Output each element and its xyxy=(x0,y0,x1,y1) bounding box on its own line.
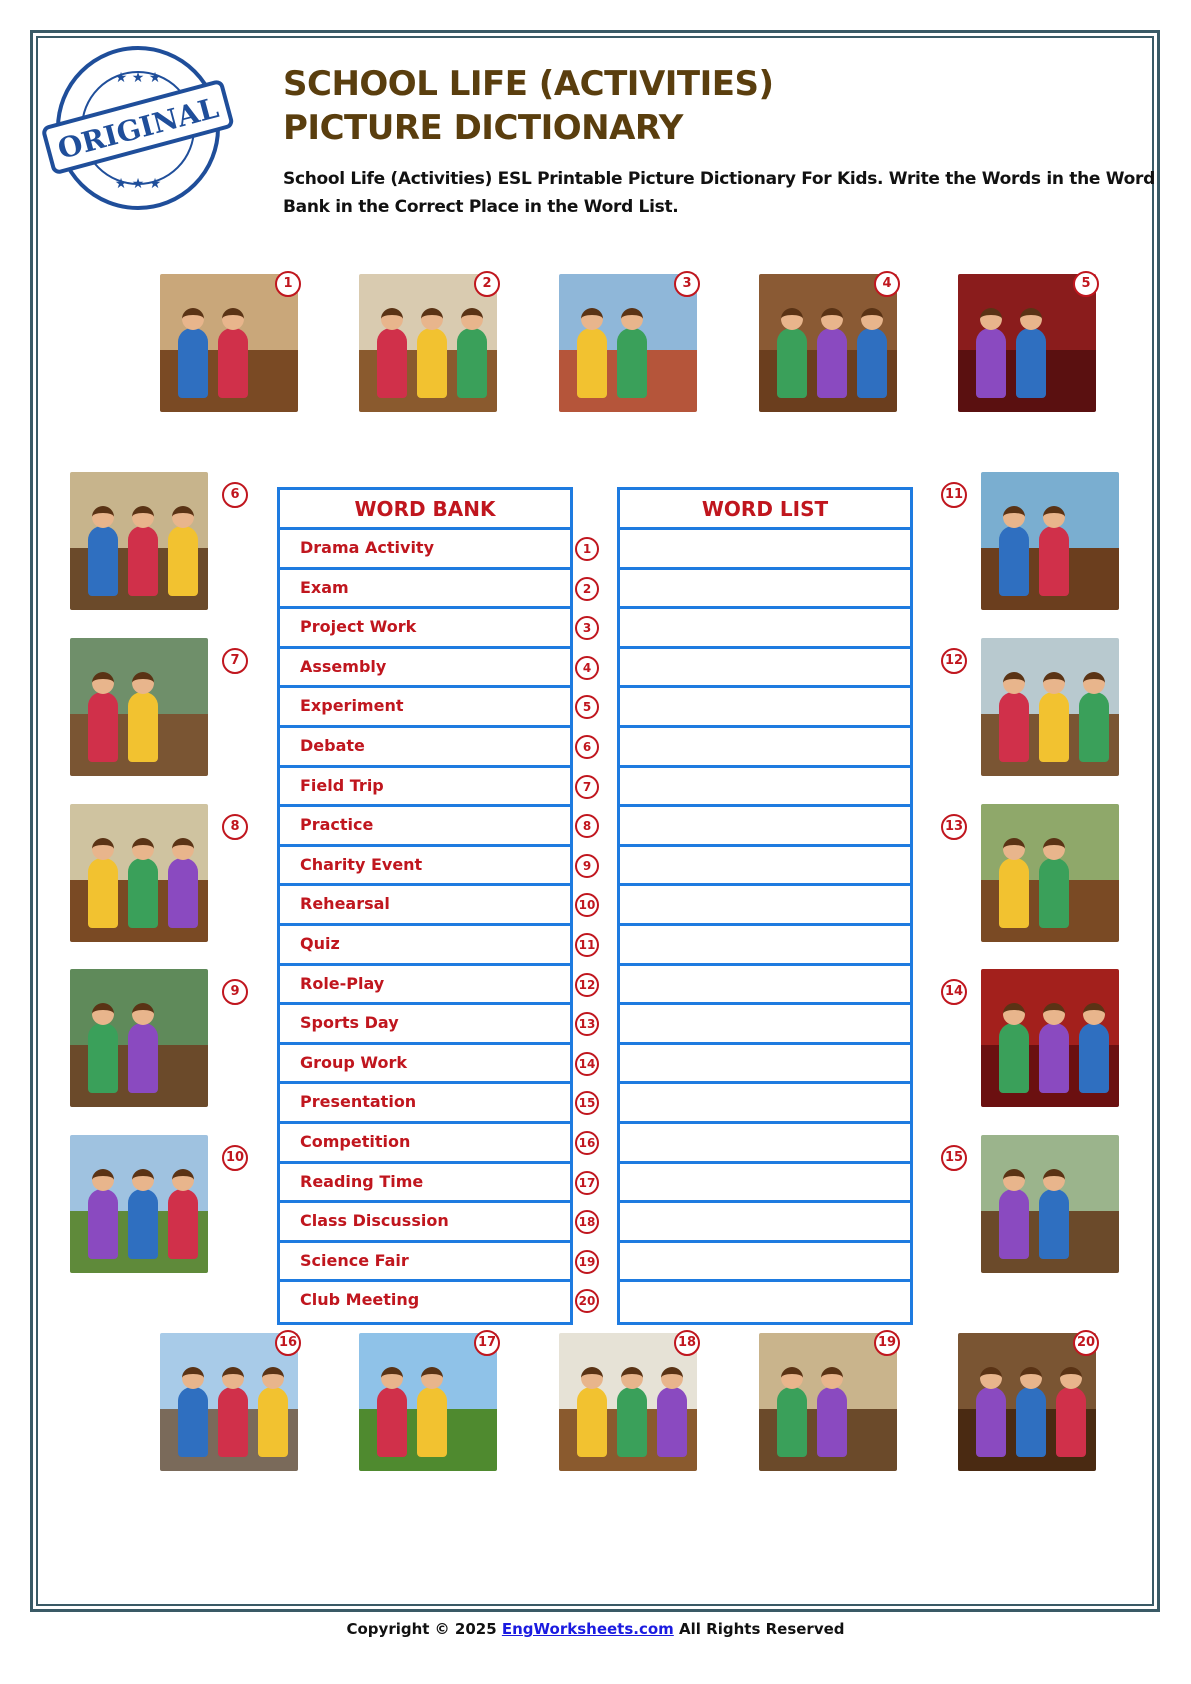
word-bank-title: WORD BANK xyxy=(280,490,570,530)
engworksheets-link[interactable]: EngWorksheets.com xyxy=(501,1620,674,1638)
activity-picture-13 xyxy=(981,804,1119,942)
word-list-answer-field[interactable] xyxy=(620,966,910,1006)
word-bank-item: Rehearsal xyxy=(280,886,570,926)
row-number-badge: 1 xyxy=(575,537,599,561)
activity-picture-11 xyxy=(981,472,1119,610)
word-list-answer-field[interactable] xyxy=(620,530,910,570)
word-bank-item: Charity Event xyxy=(280,847,570,887)
word-list-answer-field[interactable] xyxy=(620,570,910,610)
original-stamp-logo xyxy=(42,42,234,214)
word-bank-item: Project Work xyxy=(280,609,570,649)
row-number-badge: 19 xyxy=(575,1250,599,1274)
row-number-badge: 12 xyxy=(575,973,599,997)
svg-text:★ ★ ★: ★ ★ ★ xyxy=(114,70,162,86)
activity-picture-10 xyxy=(70,1135,208,1273)
word-bank-item: Exam xyxy=(280,570,570,610)
activity-picture-5 xyxy=(958,274,1096,412)
activity-picture-8 xyxy=(70,804,208,942)
title-line-1: SCHOOL LIFE (ACTIVITIES) xyxy=(283,64,774,104)
row-number-badge: 13 xyxy=(575,1012,599,1036)
page-title xyxy=(283,62,774,150)
word-bank-item: Debate xyxy=(280,728,570,768)
copyright-text: Copyright © 2025 xyxy=(346,1620,497,1638)
word-list-answer-field[interactable] xyxy=(620,649,910,689)
activity-picture-17 xyxy=(359,1333,497,1471)
picture-number-badge: 19 xyxy=(874,1330,900,1356)
picture-number-badge: 6 xyxy=(222,482,248,508)
word-list-title: WORD LIST xyxy=(620,490,910,530)
svg-text:★ ★ ★: ★ ★ ★ xyxy=(114,176,162,192)
row-number-badge: 6 xyxy=(575,735,599,759)
word-list-answer-field[interactable] xyxy=(620,768,910,808)
activity-picture-7 xyxy=(70,638,208,776)
picture-number-badge: 3 xyxy=(674,271,700,297)
picture-number-badge: 18 xyxy=(674,1330,700,1356)
word-list-answer-field[interactable] xyxy=(620,1243,910,1283)
row-number-badge: 20 xyxy=(575,1289,599,1313)
row-number-badge: 7 xyxy=(575,775,599,799)
row-number-badge: 15 xyxy=(575,1091,599,1115)
word-list-answer-field[interactable] xyxy=(620,609,910,649)
word-bank-table xyxy=(277,487,573,1325)
word-bank-item: Quiz xyxy=(280,926,570,966)
activity-picture-2 xyxy=(359,274,497,412)
activity-picture-14 xyxy=(981,969,1119,1107)
activity-picture-18 xyxy=(559,1333,697,1471)
picture-number-badge: 11 xyxy=(941,482,967,508)
row-number-badge: 11 xyxy=(575,933,599,957)
row-number-badge: 5 xyxy=(575,695,599,719)
picture-number-badge: 16 xyxy=(275,1330,301,1356)
row-number-badge: 10 xyxy=(575,893,599,917)
word-bank-item: Science Fair xyxy=(280,1243,570,1283)
picture-number-badge: 13 xyxy=(941,814,967,840)
word-list-answer-field[interactable] xyxy=(620,847,910,887)
word-list-answer-field[interactable] xyxy=(620,886,910,926)
word-list-answer-field[interactable] xyxy=(620,1282,910,1322)
picture-number-badge: 20 xyxy=(1073,1330,1099,1356)
picture-number-badge: 14 xyxy=(941,979,967,1005)
picture-number-badge: 2 xyxy=(474,271,500,297)
word-bank-item: Club Meeting xyxy=(300,1290,420,1310)
activity-picture-4 xyxy=(759,274,897,412)
picture-number-badge: 1 xyxy=(275,271,301,297)
activity-picture-1 xyxy=(160,274,298,412)
picture-number-badge: 15 xyxy=(941,1145,967,1171)
word-bank-item: Class Discussion xyxy=(280,1203,570,1243)
row-number-badge: 4 xyxy=(575,656,599,680)
word-list-answer-field[interactable] xyxy=(620,807,910,847)
word-list-answer-field[interactable] xyxy=(620,728,910,768)
activity-picture-3 xyxy=(559,274,697,412)
row-number-badge: 2 xyxy=(575,577,599,601)
svg-text:ORIGINAL: ORIGINAL xyxy=(54,91,222,166)
title-line-2: PICTURE DICTIONARY xyxy=(283,108,683,148)
word-bank-item: Group Work xyxy=(280,1045,570,1085)
row-number-badge: 14 xyxy=(575,1052,599,1076)
word-bank-item: Competition xyxy=(280,1124,570,1164)
picture-number-badge: 17 xyxy=(474,1330,500,1356)
word-bank-item: Presentation xyxy=(280,1084,570,1124)
word-list-answer-field[interactable] xyxy=(620,926,910,966)
word-bank-item: Reading Time xyxy=(280,1164,570,1204)
activity-picture-12 xyxy=(981,638,1119,776)
rights-text: All Rights Reserved xyxy=(679,1620,845,1638)
word-bank-item: Practice xyxy=(280,807,570,847)
footer-copyright xyxy=(0,1620,1191,1638)
row-number-badge: 3 xyxy=(575,616,599,640)
word-bank-item: Drama Activity xyxy=(280,530,570,570)
word-list-table xyxy=(617,487,913,1325)
activity-picture-19 xyxy=(759,1333,897,1471)
word-bank-item: Field Trip xyxy=(280,768,570,808)
instructions: School Life (Activities) ESL Printable Picture Dictionary For Kids. Write the Words in the Word Bank in the Correct Place in the Word List. xyxy=(283,169,1155,217)
word-list-answer-field[interactable] xyxy=(620,1084,910,1124)
activity-picture-16 xyxy=(160,1333,298,1471)
word-list-answer-field[interactable] xyxy=(620,1124,910,1164)
word-list-answer-field[interactable] xyxy=(620,1164,910,1204)
activity-picture-15 xyxy=(981,1135,1119,1273)
picture-number-badge: 7 xyxy=(222,648,248,674)
activity-picture-9 xyxy=(70,969,208,1107)
row-number-badge: 8 xyxy=(575,814,599,838)
row-number-badge: 16 xyxy=(575,1131,599,1155)
word-list-answer-field[interactable] xyxy=(620,1203,910,1243)
word-list-answer-field[interactable] xyxy=(620,1005,910,1045)
word-bank-item: Assembly xyxy=(280,649,570,689)
picture-number-badge: 8 xyxy=(222,814,248,840)
picture-number-badge: 9 xyxy=(222,979,248,1005)
word-bank-item: Sports Day xyxy=(280,1005,570,1045)
picture-number-badge: 10 xyxy=(222,1145,248,1171)
word-bank-item: Role-Play xyxy=(280,966,570,1006)
picture-number-badge: 4 xyxy=(874,271,900,297)
word-bank-item: Experiment xyxy=(280,688,570,728)
picture-number-badge: 5 xyxy=(1073,271,1099,297)
activity-picture-6 xyxy=(70,472,208,610)
row-number-badge: 9 xyxy=(575,854,599,878)
row-number-badge: 18 xyxy=(575,1210,599,1234)
row-number-badge: 17 xyxy=(575,1171,599,1195)
word-list-answer-field[interactable] xyxy=(620,1045,910,1085)
word-list-answer-field[interactable] xyxy=(620,688,910,728)
picture-number-badge: 12 xyxy=(941,648,967,674)
activity-picture-20 xyxy=(958,1333,1096,1471)
